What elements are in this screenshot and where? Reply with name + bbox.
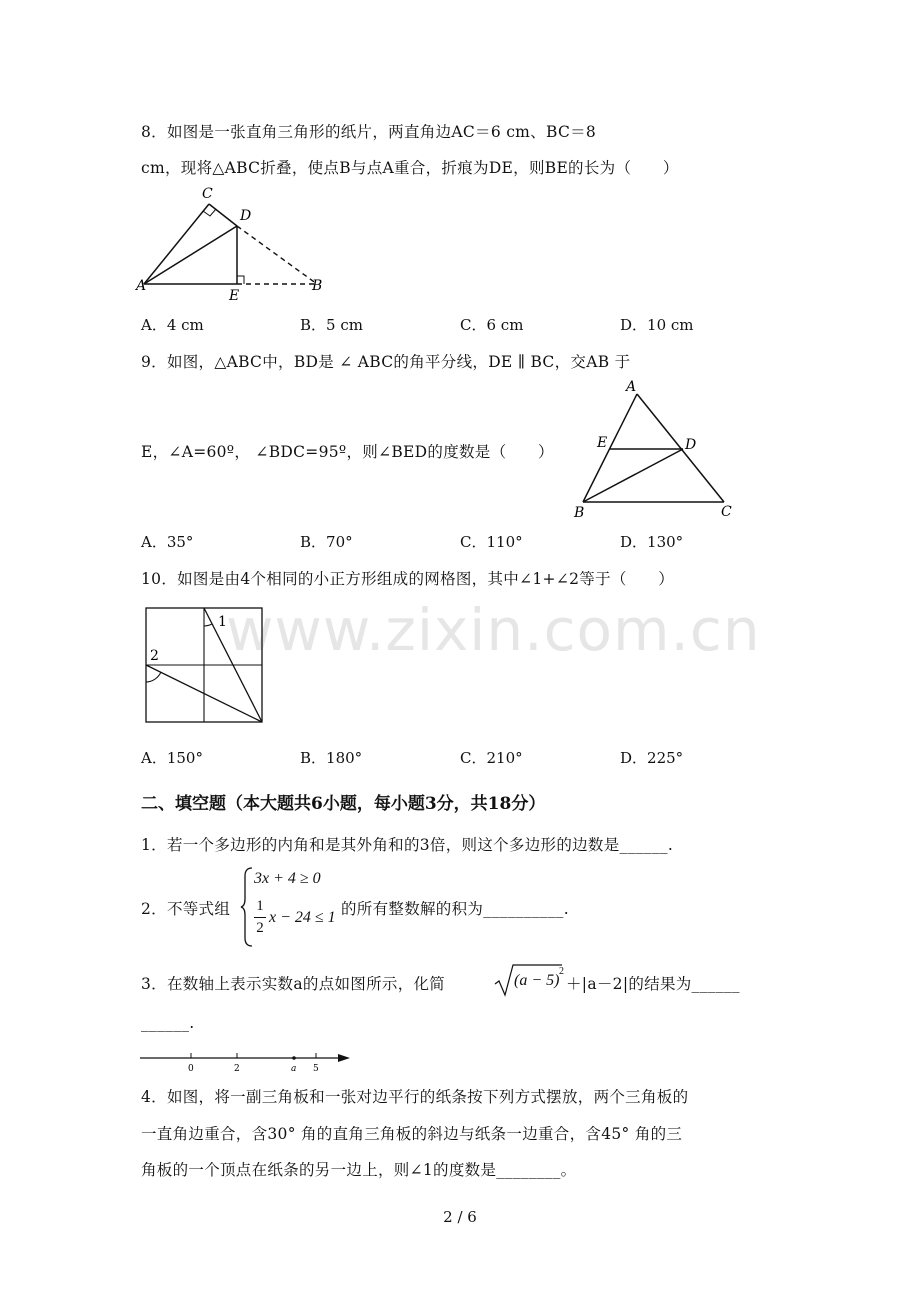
fill3-axis-label-0: 0 [188, 1064, 194, 1074]
q8-option-c: C．6 cm [460, 316, 524, 334]
q10-option-d: D．225° [620, 749, 684, 767]
q9-text-line2: E，∠A=60º， ∠BDC=95º，则∠BED的度数是（ ） [141, 443, 554, 461]
fill3-line2: ______. [141, 1014, 195, 1032]
fill4-line1: 4．如图，将一副三角板和一张对边平行的纸条按下列方式摆放，两个三角板的 [141, 1088, 689, 1106]
fill2-fraction-bar [254, 917, 266, 918]
fill2-prefix: 2．不等式组 [141, 900, 231, 918]
q8-label-e: E [229, 288, 240, 304]
q8-label-b: B [312, 278, 323, 294]
q8-option-d: D．10 cm [620, 316, 694, 334]
q9-label-c: C [721, 504, 732, 520]
fill2-inequality-2: x − 24 ≤ 1 [269, 909, 336, 926]
fill1-text: 1．若一个多边形的内角和是其外角和的3倍，则这个多边形的边数是______. [141, 836, 674, 854]
q9-option-c: C．110° [460, 533, 523, 551]
fill3-radicand: (a − 5) [514, 972, 560, 989]
q10-text-line1: 10．如图是由4个相同的小正方形组成的网格图，其中∠1+∠2等于（ ） [141, 570, 675, 588]
fill2-suffix: 的所有整数解的积为__________. [341, 900, 569, 918]
q9-label-d: D [685, 437, 697, 453]
q10-angle-label-2: 2 [150, 648, 159, 664]
q10-option-c: C．210° [460, 749, 523, 767]
q9-label-b: B [574, 505, 585, 520]
fill3-exponent: 2 [559, 966, 564, 977]
fill3-prefix: 3．在数轴上表示实数a的点如图所示，化简 [141, 975, 446, 993]
fill2-fraction-denominator: 2 [256, 920, 264, 936]
page-number: 2 / 6 [443, 1208, 477, 1226]
q10-option-b: B．180° [300, 749, 363, 767]
q10-option-a: A．150° [141, 749, 203, 767]
q8-text-line1: 8．如图是一张直角三角形的纸片，两直角边AC＝6 cm、BC＝8 [141, 123, 597, 141]
fill2-inequality-1: 3x + 4 ≥ 0 [254, 870, 321, 887]
fill3-number-line [138, 1046, 352, 1076]
q8-label-c: C [202, 186, 213, 202]
q10-grid-figure [140, 602, 270, 728]
q8-label-d: D [240, 208, 252, 224]
q8-text-line2: cm，现将△ABC折叠，使点B与点A重合，折痕为DE，则BE的长为（ ） [141, 159, 679, 177]
fill4-line2: 一直角边重合，含30° 角的直角三角板的斜边与纸条一边重合，含45° 角的三 [141, 1125, 683, 1143]
q9-text-line1: 9．如图，△ABC中，BD是 ∠ ABC的角平分线，DE ∥ BC，交AB 于 [141, 353, 631, 371]
fill3-axis-label-5: 5 [313, 1064, 319, 1074]
fill2-brace [240, 866, 254, 948]
q8-option-a: A．4 cm [141, 316, 204, 334]
q9-label-a: A [626, 379, 637, 395]
q10-angle-label-1: 1 [218, 614, 227, 630]
q9-option-b: B．70° [300, 533, 353, 551]
fill4-line3: 角板的一个顶点在纸条的另一边上，则∠1的度数是________。 [141, 1161, 577, 1179]
fill2-fraction-numerator: 1 [256, 898, 264, 914]
fill3-axis-label-a: a [291, 1064, 297, 1074]
q8-option-b: B．5 cm [300, 316, 363, 334]
q9-label-e: E [597, 435, 608, 451]
q9-option-d: D．130° [620, 533, 684, 551]
q9-triangle-figure [566, 378, 746, 520]
watermark: www.zixin.com.cn [226, 596, 761, 664]
fill3-middle: ＋|a－2|的结果为______ [566, 975, 740, 993]
fill3-axis-label-2: 2 [234, 1064, 240, 1074]
section2-heading: 二、填空题（本大题共6小题，每小题3分，共18分） [141, 794, 546, 814]
q9-option-a: A．35° [141, 533, 194, 551]
q8-label-a: A [136, 278, 147, 294]
q8-triangle-figure [134, 182, 334, 304]
